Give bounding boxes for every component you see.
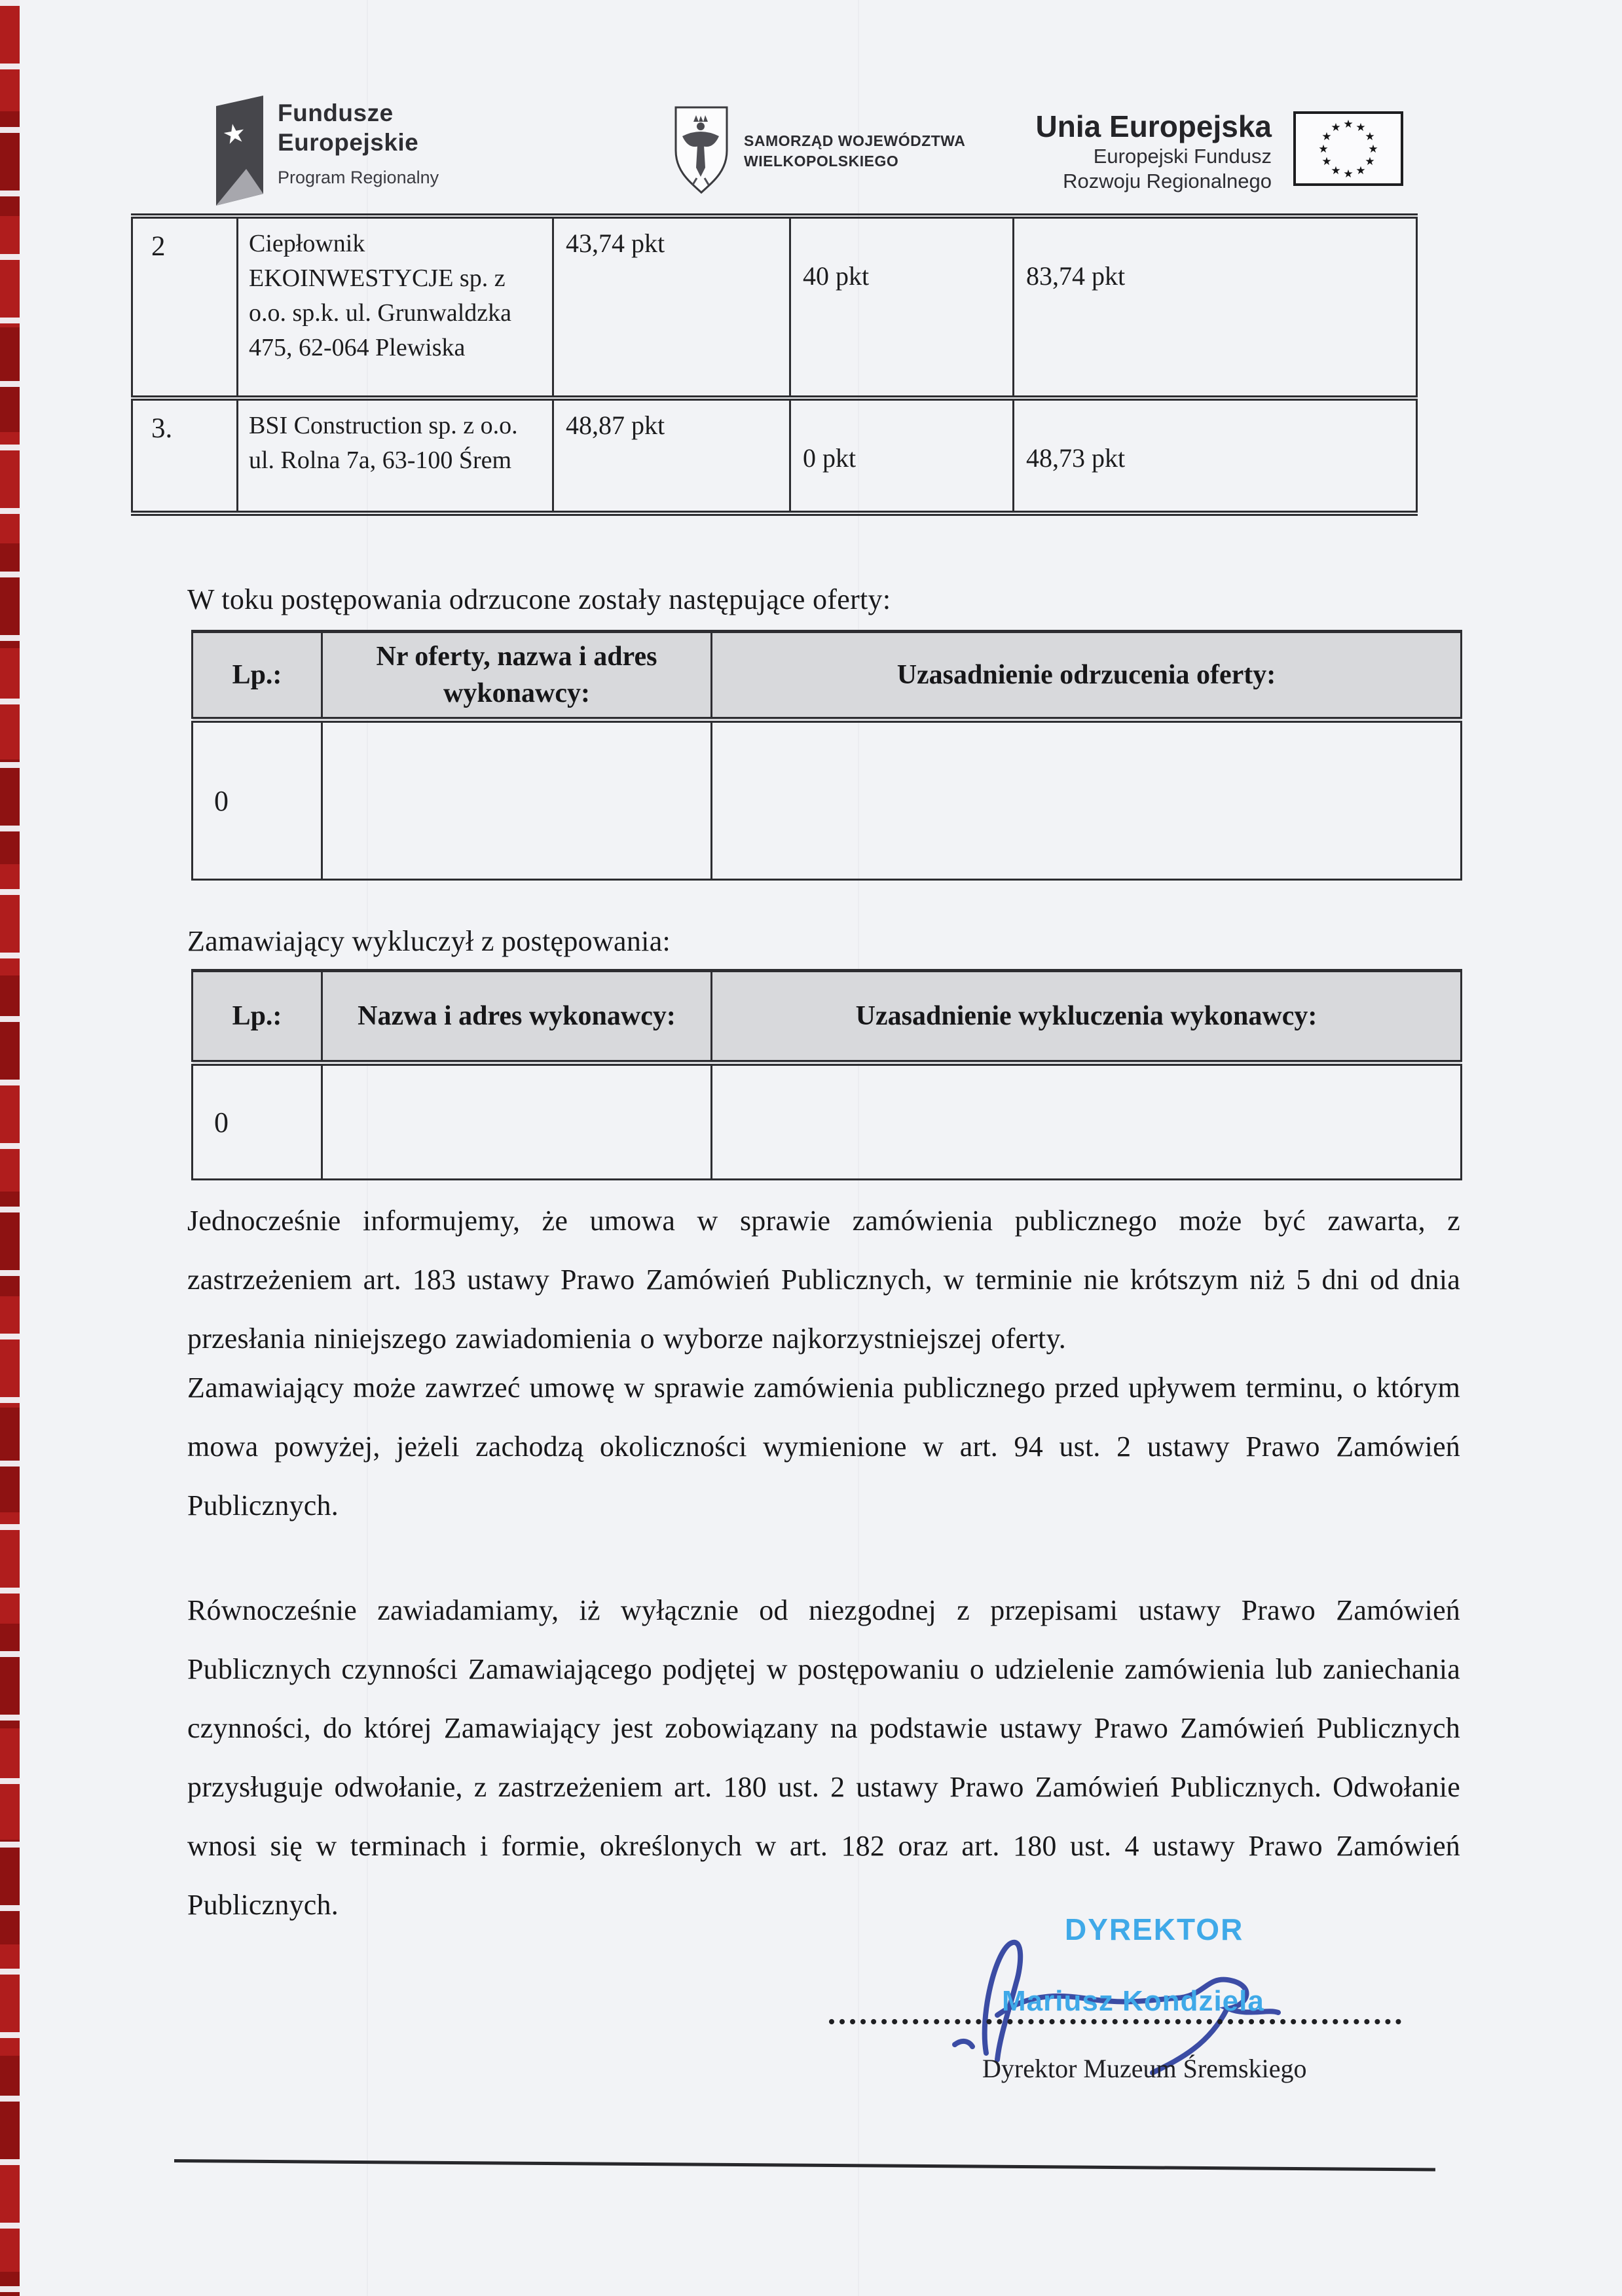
offer-row — [132, 398, 1417, 513]
svg-text:★: ★ — [1365, 155, 1375, 168]
offer-total-points: 83,74 pkt — [1014, 216, 1417, 398]
voivodeship-name-line1: SAMORZĄD WOJEWÓDZTWA — [744, 132, 966, 149]
offers-table — [131, 213, 1418, 516]
eu-logo-title: Unia Europejska — [1035, 109, 1272, 143]
signature-caption: Dyrektor Muzeum Śremskiego — [982, 2054, 1307, 2083]
svg-text:★: ★ — [1365, 130, 1375, 143]
svg-text:★: ★ — [1355, 164, 1366, 177]
svg-text:★: ★ — [1343, 118, 1354, 130]
offer-other-points: 0 pkt — [790, 398, 1014, 513]
rejected-row — [193, 720, 1462, 880]
offer-other-points: 40 pkt — [790, 216, 1014, 398]
paragraph-contract-signing: Jednocześnie informujemy, że umowa w sprawie zamówienia publicznego może być zawarta, z zastrzeżeniem art. 183 ustawy Prawo Zamówień Publicznych, w terminie nie krótszym niż 5 dni od dnia przesłania niniejszego zawiadomienia o wyborze najkorzystniejszej oferty. — [187, 1205, 1460, 1355]
fe-flag-icon — [216, 96, 265, 207]
svg-text:★: ★ — [1318, 143, 1329, 155]
svg-text:★: ★ — [1331, 164, 1341, 177]
excluded-row — [193, 1063, 1462, 1180]
rejected-header-row — [193, 632, 1462, 720]
voivodeship-name-line2: WIELKOPOLSKIEGO — [744, 153, 899, 170]
svg-text:★: ★ — [1321, 155, 1332, 168]
excluded-header-row — [193, 971, 1462, 1063]
svg-text:★: ★ — [1321, 130, 1332, 143]
offer-contractor: BSI Construction sp. z o.o. ul. Rolna 7a, 63-100 Śrem — [238, 398, 553, 513]
svg-text:★: ★ — [1368, 143, 1378, 155]
excluded-col-lp: Lp.: — [193, 971, 322, 1063]
rejected-col-reason: Uzasadnienie odrzucenia oferty: — [712, 632, 1462, 720]
eu-logo — [1008, 109, 1272, 194]
signature-dotted-line — [829, 1993, 1401, 2024]
rejected-row-lp: 0 — [193, 720, 322, 880]
offer-contractor: Ciepłownik EKOINWESTYCJE sp. z o.o. sp.k. ul. Grunwaldzka 475, 62-064 Plewiska — [238, 216, 553, 398]
excluded-table — [191, 969, 1462, 1180]
offer-row — [132, 216, 1417, 398]
excluded-col-reason: Uzasadnienie wykluczenia wykonawcy: — [712, 971, 1462, 1063]
rejected-row-offer — [322, 720, 712, 880]
excluded-row-name — [322, 1063, 712, 1180]
director-stamp-name: Mariusz Kondziela — [1002, 1985, 1264, 2017]
excluded-col-name: Nazwa i adres wykonawcy: — [322, 971, 712, 1063]
offer-price-points: 43,74 pkt — [553, 216, 790, 398]
paragraph-early-contract: Zamawiający może zawrzeć umowę w sprawie zamówienia publicznego przed upływem terminu, o którym mowa powyżej, jeżeli zachodzą okoliczności wymienione w art. 94 ust. 2 ustawy Prawo Zamówień Publicznych. — [187, 1372, 1460, 1522]
excluded-row-reason — [712, 1063, 1462, 1180]
excluded-row-lp: 0 — [193, 1063, 322, 1180]
offer-lp: 2 — [132, 216, 238, 398]
fe-logo-title-line2: Europejskie — [278, 129, 419, 156]
fe-logo-subtitle: Program Regionalny — [278, 168, 439, 187]
scan-artifact-strip — [0, 0, 20, 2296]
excluded-section-title: Zamawiający wykluczył z postępowania: — [187, 925, 671, 957]
offer-total-points: 48,73 pkt — [1014, 398, 1417, 513]
rejected-section-title: W toku postępowania odrzucone zostały następujące oferty: — [187, 583, 891, 615]
director-stamp-role: DYREKTOR — [1065, 1912, 1244, 1946]
svg-text:★: ★ — [1355, 121, 1366, 134]
bottom-rule — [174, 2159, 1435, 2171]
coat-of-arms-icon — [673, 105, 729, 196]
rejected-row-reason — [712, 720, 1462, 880]
rejected-col-lp: Lp.: — [193, 632, 322, 720]
paragraph-appeal-rights: Równocześnie zawiadamiamy, iż wyłącznie od niezgodnej z przepisami ustawy Prawo Zamówień Publicznych czynności Zamawiającego podjętej w postępowaniu o udzielenie zamówienia lub zaniechania czynności, do której Zamawiający jest zobowiązany na podstawie ustawy Prawo Zamówień Publicznych przysługuje odwołanie, z zastrzeżeniem art. 180 ust. 2 ustawy Prawo Zamówień Publicznych. Odwołanie wnosi się w terminach i formie, określonych w art. 182 oraz art. 180 ust. 4 ustawy Prawo Zamówień Publicznych. — [187, 1594, 1460, 1921]
voivodeship-logo — [744, 131, 965, 172]
offer-price-points: 48,87 pkt — [553, 398, 790, 513]
fe-logo-title-line1: Fundusze — [278, 100, 394, 126]
eu-logo-subtitle-line1: Europejski Fundusz — [1093, 145, 1272, 168]
offer-lp: 3. — [132, 398, 238, 513]
eu-logo-subtitle-line2: Rozwoju Regionalnego — [1063, 170, 1272, 192]
eu-flag-icon — [1293, 111, 1403, 186]
svg-text:★: ★ — [1343, 168, 1354, 180]
fe-logo — [278, 98, 439, 188]
svg-text:★: ★ — [1331, 121, 1341, 134]
rejected-table — [191, 630, 1462, 881]
fe-star-icon: ★ — [220, 117, 249, 151]
rejected-col-offer: Nr oferty, nazwa i adres wykonawcy: — [322, 632, 712, 720]
